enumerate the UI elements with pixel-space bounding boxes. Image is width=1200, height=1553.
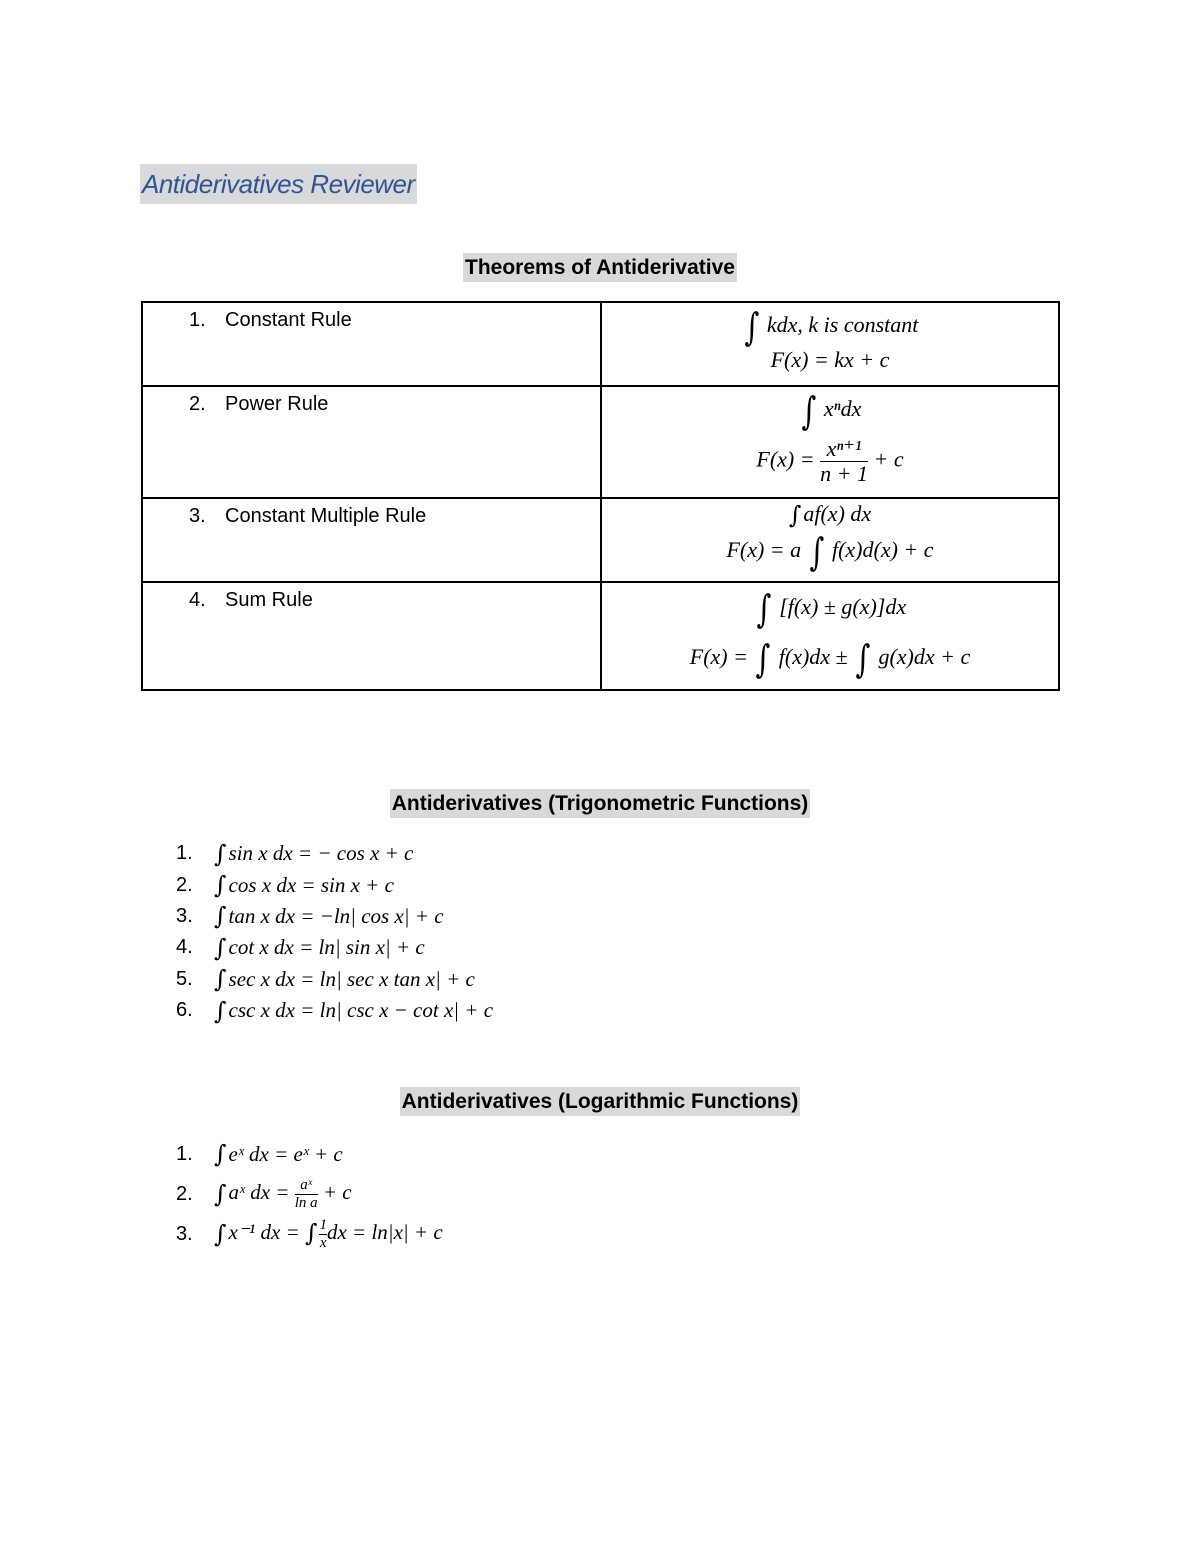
list-item: 3. ∫ x⁻¹ dx = ∫ $\frac{1}{x}$ dx = ln|x| + c — [176, 1217, 443, 1251]
integral-icon: ∫ — [214, 933, 227, 962]
rule-formula — [602, 387, 1058, 486]
integral-expression: xⁿdx — [823, 396, 862, 421]
theorems-heading — [0, 256, 1200, 280]
rule-formula-cell — [601, 302, 1059, 386]
integral-icon: ∫ — [214, 902, 227, 931]
trig-formula-list — [176, 838, 493, 1026]
rule-number: 4. — [189, 589, 206, 611]
antiderivative-result: F(x) = $\frac{\text{xⁿ⁺¹}}{n + 1}$ + c — [756, 435, 904, 486]
document-title: Antiderivatives Reviewer — [140, 164, 417, 204]
rule-name: Sum Rule — [225, 589, 313, 611]
integral-icon: ∫ — [214, 1220, 227, 1248]
list-item: 4. ∫ cot x dx = ln| sin x| + c — [176, 933, 425, 962]
rule-name-cell — [142, 386, 601, 498]
integral-icon: ∫ — [788, 501, 802, 529]
integral-icon: ∫ — [744, 305, 759, 349]
log-formula-list — [176, 1134, 443, 1254]
rule-name-cell — [142, 498, 601, 582]
antiderivative-result: F(x) = a ∫ f(x)d(x) + c — [726, 529, 934, 574]
rule-number: 1. — [189, 309, 206, 331]
table-row — [142, 386, 1059, 498]
integral-icon: ∫ — [801, 389, 816, 433]
table-row — [142, 582, 1059, 690]
list-item: 3. ∫ tan x dx = −ln| cos x| + c — [176, 902, 444, 931]
rule-formula-cell — [601, 498, 1059, 582]
log-heading-text: Antiderivatives (Logarithmic Functions) — [400, 1087, 801, 1116]
rule-formula-cell — [601, 386, 1059, 498]
rule-number: 2. — [189, 393, 206, 415]
list-item: 2. ∫ cos x dx = sin x + c — [176, 871, 394, 900]
integral-expression: [f(x) ± g(x)]dx — [779, 594, 907, 619]
integral-icon: ∫ — [214, 1140, 227, 1168]
integral-icon: ∫ — [214, 839, 227, 868]
list-item: 1. ∫ eˣ dx = eˣ + c — [176, 1140, 343, 1168]
table-row — [142, 302, 1059, 386]
integral-icon: ∫ — [855, 636, 871, 681]
antiderivative-result: F(x) = ∫ f(x)dx ± ∫ g(x)dx + c — [689, 636, 971, 681]
rule-formula — [602, 499, 1058, 575]
list-item: 1. ∫ sin x dx = − cos x + c — [176, 839, 414, 868]
rule-name: Constant Multiple Rule — [225, 505, 427, 527]
integral-icon: ∫ — [755, 636, 771, 681]
antiderivative-result: F(x) = kx + c — [770, 346, 890, 372]
fraction: $\frac{\text{aˣ}}{\text{ln a}}$ — [294, 1177, 318, 1211]
integral-icon: ∫ — [756, 587, 772, 631]
list-item: 2. ∫ aˣ dx = $\frac{\text{aˣ}}{\text{ln a}}$ + c — [176, 1177, 352, 1211]
integral-icon: ∫ — [304, 1218, 318, 1247]
rule-number: 3. — [189, 505, 206, 527]
fraction: $\frac{1}{x}$ — [319, 1217, 327, 1251]
trig-heading — [0, 792, 1200, 816]
theorems-heading-text: Theorems of Antiderivative — [463, 253, 737, 282]
list-item: 6. ∫ csc x dx = ln| csc x − cot x| + c — [176, 996, 494, 1025]
list-item: 5. ∫ sec x dx = ln| sec x tan x| + c — [176, 965, 475, 994]
integral-expression: af(x) dx — [803, 501, 872, 526]
integral-expression: kdx, k is constant — [766, 312, 919, 337]
rule-name: Constant Rule — [225, 309, 352, 331]
rule-formula-cell — [601, 582, 1059, 690]
integral-icon: ∫ — [214, 996, 227, 1025]
rule-name: Power Rule — [225, 393, 329, 415]
rule-name-cell — [142, 582, 601, 690]
table-row — [142, 498, 1059, 582]
fraction: $\frac{\text{xⁿ⁺¹}}{n + 1}$ — [820, 435, 868, 486]
integral-icon: ∫ — [214, 965, 227, 994]
log-heading — [0, 1090, 1200, 1114]
integral-icon: ∫ — [214, 871, 227, 900]
rule-formula — [602, 583, 1058, 682]
integral-icon: ∫ — [809, 529, 824, 574]
trig-heading-text: Antiderivatives (Trigonometric Functions) — [390, 789, 811, 818]
integral-icon: ∫ — [214, 1180, 227, 1208]
rule-formula — [602, 303, 1058, 373]
rule-name-cell — [142, 302, 601, 386]
theorems-table — [141, 301, 1060, 691]
